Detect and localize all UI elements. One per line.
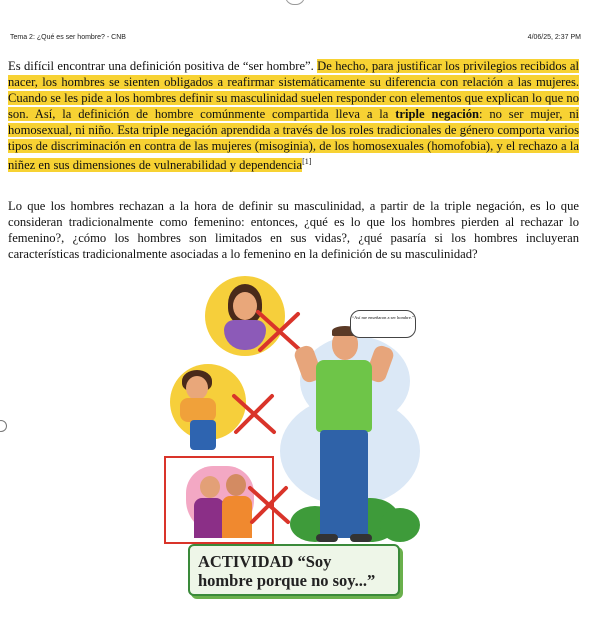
illustration	[150, 276, 450, 616]
page-margin-dot	[0, 420, 7, 432]
cross-mark-icon	[246, 482, 292, 528]
footnote-link[interactable]: [1]	[302, 157, 312, 166]
boy-pants	[190, 420, 216, 450]
paragraph-1-intro: Es difícil encontrar una definición positiva de “ser hombre”.	[8, 59, 318, 73]
man-shirt	[316, 360, 372, 432]
cross-mark-icon	[230, 390, 278, 438]
speech-bubble: “Así me enseñaron a ser hombre.”	[350, 310, 416, 338]
man-shoe	[350, 534, 372, 542]
man-a-head	[200, 476, 220, 498]
highlight-a: De hecho, para justificar los privilegios recibidos al nacer, los hombres se sienten obligados a reafirmar sistemáticamente su diferencia con relación a las mujeres. Cuando se les pide a los hombres definir su masculinidad suelen responder con elementos que explican lo que no son. Así, la definición de hombre comúnmente compartida lleva a la	[8, 59, 579, 121]
header-title: Tema 2: ¿Qué es ser hombre? - CNB	[10, 34, 126, 41]
triple-negacion-term: triple negación	[395, 107, 480, 121]
paragraph-1	[8, 58, 579, 173]
man-b-head	[226, 474, 246, 496]
boy-shirt	[180, 398, 216, 422]
man-shoe	[316, 534, 338, 542]
highlight-b: : no ser mujer, ni homosexual, ni niño. Esta triple negación aprendida a través de los roles tradicionales de género comporta varios tipos de discriminación en contra de las mujeres (misoginia), de los homosexuales (homofobia), y el rechazo a la niñez en sus dimensiones de vulnerabilidad y dependencia	[8, 107, 579, 173]
page-top-decoration	[285, 0, 305, 5]
header-timestamp: 4/06/25, 2:37 PM	[527, 34, 581, 41]
paragraph-2: Lo que los hombres rechazan a la hora de definir su masculinidad, a partir de la triple negación, es lo que consideran tradicionalmente como femenino: entonces, ¿qué es lo que los hombres pierden al rechazar lo femenino?, ¿cómo los hombres son limitados en sus vidas?, ¿qué pasaría si los hombres incluyeran características tradicionalmente asociadas a lo femenino en la definición de su masculinidad?	[8, 199, 579, 261]
man-a-shirt	[194, 498, 224, 538]
bush-shape	[380, 508, 420, 542]
boy-face	[186, 376, 208, 400]
print-header	[10, 34, 581, 46]
man-pants	[320, 430, 368, 538]
activity-label: ACTIVIDAD “Soy hombre porque no soy...”	[188, 544, 400, 596]
